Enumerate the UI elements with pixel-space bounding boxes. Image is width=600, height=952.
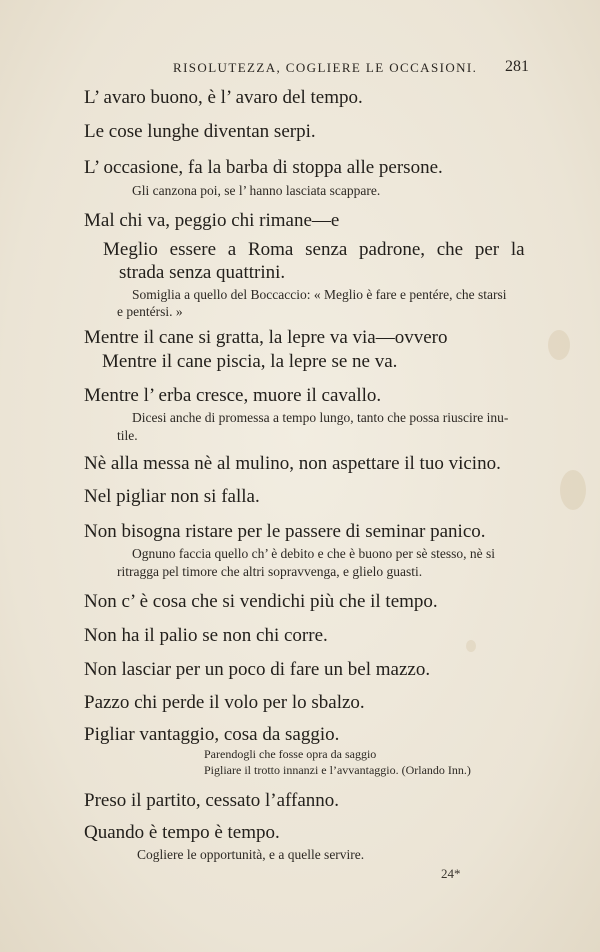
proverb-line: Mentre l’ erba cresce, muore il cavallo. [84, 385, 382, 406]
proverb-line: L’ avaro buono, è l’ avaro del tempo. [84, 87, 363, 108]
signature-mark: 24* [441, 866, 461, 881]
commentary-line: Dicesi anche di promessa a tempo lungo, tanto che possa riuscire inu- [132, 410, 509, 425]
proverb-line: Mal chi va, peggio chi rimane—e [84, 210, 340, 231]
proverb-line: Pigliar vantaggio, cosa da saggio. [84, 724, 340, 745]
running-title: RISOLUTEZZA, COGLIERE LE OCCASIONI. [173, 60, 478, 75]
proverb-line: Non lasciar per un poco di fare un bel mazzo. [84, 659, 431, 680]
commentary-line: Gli canzona poi, se l’ hanno lasciata scappare. [132, 183, 381, 198]
commentary-line: Ognuno faccia quello ch’ è debito e che è buono per sè stesso, nè si [132, 546, 496, 561]
commentary-line: Cogliere le opportunità, e a quelle servire. [137, 847, 365, 862]
commentary-line: Somiglia a quello del Boccaccio: « Meglio è fare e pentére, che starsi [132, 287, 507, 302]
proverb-line: Non c’ è cosa che si vendichi più che il tempo. [84, 591, 438, 612]
commentary-line: e pentérsi. » [117, 304, 183, 319]
paper-stain [466, 640, 476, 652]
paper-stain [560, 470, 586, 510]
proverb-line: Mentre il cane si gratta, la lepre va via—ovvero [84, 327, 448, 348]
proverb-line: Non ha il palio se non chi corre. [84, 625, 328, 646]
proverb-line: Meglio essere a Roma senza padrone, che per la [103, 239, 525, 260]
paper-stain [548, 330, 570, 360]
proverb-line: Nel pigliar non si falla. [84, 486, 260, 507]
proverb-line: Preso il partito, cessato l’affanno. [84, 790, 340, 811]
proverb-line: L’ occasione, fa la barba di stoppa alle persone. [84, 157, 443, 178]
proverb-line: Pazzo chi perde il volo per lo sbalzo. [84, 692, 365, 713]
quotation-line: Parendogli che fosse opra da saggio [204, 747, 377, 761]
proverb-line: Le cose lunghe diventan serpi. [84, 121, 316, 142]
proverb-line: Mentre il cane piscia, la lepre se ne va. [102, 351, 398, 372]
proverb-line: Nè alla messa nè al mulino, non aspettare il tuo vicino. [84, 453, 501, 474]
commentary-line: tile. [117, 428, 138, 443]
commentary-line: ritragga pel timore che altri sopravvenga, e glielo guasti. [117, 564, 423, 579]
proverb-line: Quando è tempo è tempo. [84, 822, 280, 843]
proverb-line: Non bisogna ristare per le passere di seminar panico. [84, 521, 486, 542]
quotation-line: Pigliare il trotto innanzi e l’avvantaggio. (Orlando Inn.) [204, 763, 471, 777]
running-header [0, 58, 600, 80]
page-number: 281 [505, 58, 529, 75]
proverb-line: strada senza quattrini. [119, 262, 286, 283]
